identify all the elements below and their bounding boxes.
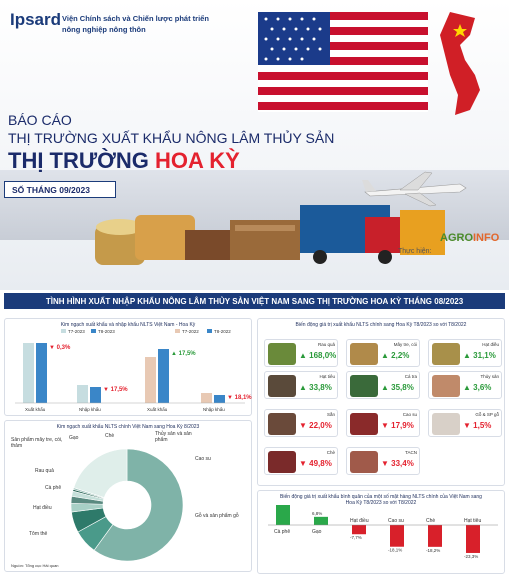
product-photo: [268, 375, 296, 397]
product-change: ▲ 168,0%: [299, 351, 337, 360]
pie-label: Rau quả: [35, 468, 54, 474]
pie-label: Hạt điều: [33, 505, 52, 511]
credit-label: Thực hiện:: [398, 248, 432, 255]
change-card: [264, 447, 338, 475]
change-card: [264, 339, 338, 367]
price-category-label: Cao su: [388, 518, 404, 524]
product-photo: [432, 413, 460, 435]
cards-panel-title: Biến động giá trị xuất khẩu NLTS chính sang Hoa Kỳ T8/2023 so với T8/2022: [295, 322, 467, 328]
change-cards: [258, 319, 506, 487]
report-title: THỊ TRƯỜNG HOA KỲ: [8, 148, 240, 173]
change-label: ▼ 17,5%: [103, 387, 128, 393]
price-category-label: Gạo: [312, 529, 322, 535]
change-card: [264, 371, 338, 399]
product-change: ▲ 3,6%: [463, 383, 492, 392]
institute-name: Viện Chính sách và Chiến lược phát triển nông nghiệp nông thôn: [62, 14, 209, 34]
ipsard-logo: Ipsard: [10, 10, 62, 29]
price-value-label: 6,8%: [312, 510, 323, 516]
price-category-label: Hạt điều: [350, 518, 369, 524]
bar: [23, 343, 34, 403]
pie-label: Gỗ và sản phẩm gỗ: [195, 513, 239, 519]
price-category-label: Chè: [426, 518, 436, 524]
pie-label: Cà phê: [45, 485, 62, 491]
price-value-label: -23,3%: [464, 553, 479, 559]
product-photo: [350, 343, 378, 365]
pie-label: Sản phẩm mây tre, cói, thảm: [11, 437, 63, 449]
price-value-label: -18,1%: [388, 547, 403, 553]
product-name: Hạt tiêu: [319, 374, 335, 379]
product-change: ▼ 49,8%: [299, 459, 332, 468]
legend-swatch: [61, 329, 66, 333]
category-label: Nhập khẩu: [79, 407, 101, 412]
legend-swatch: [175, 329, 180, 333]
section-title: TÌNH HÌNH XUẤT NHẬP KHẨU NÔNG LÂM THỦY SẢN VIỆT NAM SANG THỊ TRƯỜNG HOA KỲ THÁNG 08/2023: [4, 293, 505, 309]
category-label: Nhập khẩu: [203, 407, 225, 412]
price-category-label: Cà phê: [274, 529, 291, 535]
product-name: Cao su: [402, 412, 417, 417]
price-value-label: -7,7%: [350, 535, 362, 541]
legend-label: T8-2023: [98, 329, 115, 334]
legend-label: T8-2022: [214, 329, 231, 334]
price-change-panel: [257, 490, 505, 574]
product-photo: [350, 375, 378, 397]
pie-label: Chè: [105, 433, 115, 439]
product-photo: [432, 343, 460, 365]
pie-label: Cao su: [195, 456, 211, 462]
agroinfo-logo: AGROINFO: [440, 232, 500, 244]
pie-source: Nguồn: Tổng cục Hải quan: [11, 563, 59, 568]
change-card: [428, 371, 502, 399]
change-card: [346, 339, 420, 367]
legend-swatch: [91, 329, 96, 333]
change-card: [428, 339, 502, 367]
change-card: [264, 409, 338, 437]
product-change: ▲ 33,8%: [299, 383, 332, 392]
export-change-panel: [257, 318, 505, 486]
bar-panel-title: Kim ngạch xuất khẩu và nhập khẩu NLTS Việt Nam - Hoa Kỳ: [60, 322, 196, 328]
us-flag-illustration: [258, 12, 428, 112]
price-bar: [390, 525, 404, 547]
change-card: [346, 409, 420, 437]
legend-label: T7-2023: [68, 329, 85, 334]
product-change: ▼ 17,9%: [381, 421, 414, 430]
product-photo: [268, 451, 296, 473]
price-panel-title: Biến động giá trị xuất khẩu bình quân của một số mặt hàng NLTS chính của Việt Nam sang Hoa Kỳ T8/2023 so với T8/2022: [280, 494, 482, 506]
product-name: Thủy sản: [480, 374, 499, 379]
price-bar: [466, 525, 480, 553]
export-pie-chart: [67, 445, 187, 565]
bar: [145, 357, 156, 403]
product-photo: [268, 413, 296, 435]
product-change: ▲ 2,2%: [381, 351, 410, 360]
product-photo: [350, 413, 378, 435]
legend-swatch: [207, 329, 212, 333]
trade-bar-chart: [5, 329, 253, 417]
product-name: Hạt điều: [482, 342, 499, 347]
price-bar: [314, 517, 328, 525]
change-card: [346, 371, 420, 399]
change-label: ▼ 18,1%: [227, 395, 252, 401]
price-bar: [276, 505, 290, 525]
change-label: ▲ 17,5%: [171, 351, 196, 357]
bar: [90, 387, 101, 403]
bar: [214, 395, 225, 403]
product-change: ▼ 33,4%: [381, 459, 414, 468]
report-subtitle: THỊ TRƯỜNG XUẤT KHẨU NÔNG LÂM THỦY SẢN: [8, 130, 335, 146]
product-photo: [268, 343, 296, 365]
bar: [158, 349, 169, 403]
category-label: Xuất khẩu: [147, 407, 168, 412]
product-name: TACN: [405, 450, 417, 455]
change-card: [346, 447, 420, 475]
price-bar: [428, 525, 442, 547]
product-change: ▲ 35,8%: [381, 383, 414, 392]
agriculture-logistics-illustration: [95, 195, 445, 270]
product-name: Cá tra: [404, 374, 417, 379]
product-photo: [432, 375, 460, 397]
category-label: Xuất khẩu: [25, 407, 46, 412]
pie-label: Gạo: [69, 435, 79, 441]
export-pie-panel: [4, 420, 252, 572]
change-card: [428, 409, 502, 437]
product-name: Rau quả: [317, 342, 335, 347]
pie-label: Tôm thẻ: [29, 531, 48, 537]
bar: [77, 385, 88, 403]
issue-label: SỐ THÁNG 09/2023: [4, 181, 116, 198]
product-change: ▲ 31,1%: [463, 351, 496, 360]
price-category-label: Hạt tiêu: [464, 518, 482, 524]
product-change: ▼ 1,5%: [463, 421, 492, 430]
product-change: ▼ 22,0%: [299, 421, 332, 430]
legend-label: T7-2022: [182, 329, 199, 334]
bar: [201, 393, 212, 403]
product-photo: [350, 451, 378, 473]
product-name: Mây tre, cói: [393, 342, 417, 347]
change-label: ▼ 0,3%: [49, 345, 71, 351]
price-change-chart: [258, 505, 506, 575]
price-value-label: -18,2%: [426, 547, 441, 553]
bar: [36, 343, 47, 403]
product-name: Chè: [326, 450, 335, 455]
product-name: Sắn: [326, 412, 335, 417]
price-bar: [352, 525, 366, 534]
pie-label: Thủy sản và sản phẩm: [155, 431, 192, 443]
vietnam-map-illustration: [420, 10, 500, 120]
report-label: BÁO CÁO: [8, 112, 72, 128]
product-name: Gỗ & SP gỗ: [475, 412, 499, 417]
pie-panel-title: Kim ngạch xuất khẩu NLTS chính Việt Nam sang Hoa Kỳ 8/2023: [56, 424, 200, 430]
trade-bar-panel: [4, 318, 252, 416]
pie-slice: [74, 449, 127, 498]
